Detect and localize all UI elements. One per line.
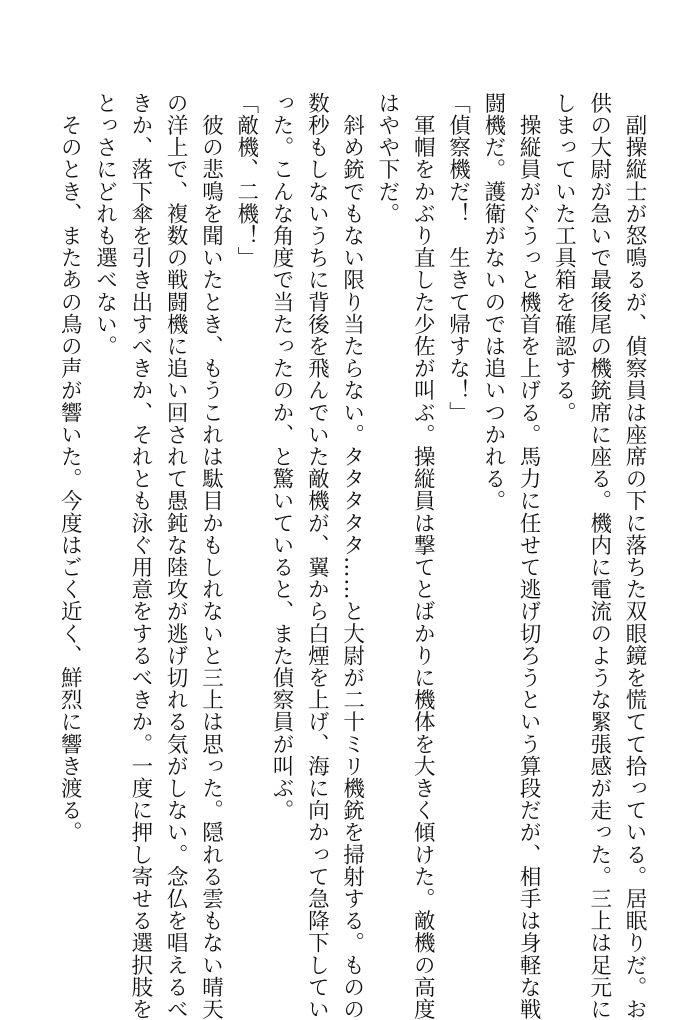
- text-line: 斜め銃でもない限り当たらない。タタタタタ……と大尉が二十ミリ機銃を掃射する。ものの: [339, 92, 365, 1020]
- text-line: 「敵機、二機！」: [233, 92, 259, 269]
- text-line: しまっていた工具箱を確認する。: [551, 92, 577, 424]
- text-line: 供の大尉が急いで最後尾の機銃席に座る。機内に電流のような緊張感が走った。三上は足元に: [586, 92, 612, 1020]
- text-line: 副操縦士が怒鳴るが、偵察員は座席の下に落ちた双眼鏡を慌てて拾っている。居眠りだ。お: [622, 92, 647, 1020]
- text-line: 操縦員がぐうっと機首を上げる。馬力に任せて逃げ切ろうという算段だが、相手は身軽な戦: [516, 92, 542, 1020]
- text-line: そのとき、またあの鳥の声が響いた。今度はごく近く、鮮烈に響き渡る。: [57, 92, 83, 844]
- text-line: 「偵察機だ！ 生きて帰すな！」: [445, 92, 471, 424]
- vertical-text-body: [52, 92, 652, 1020]
- text-line: 彼の悲鳴を聞いたとき、もうこれは駄目かもしれないと三上は思った。隠れる雲もない晴天: [198, 92, 224, 1020]
- text-line: はやや下だ。: [374, 92, 400, 225]
- text-line: の洋上で、複数の戦闘機に追い回されて愚鈍な陸攻が逃げ切れる気がしない。念仏を唱えるべ: [163, 92, 189, 1020]
- text-line: 数秒もしないうちに背後を飛んでいた敵機が、翼から白煙を上げ、海に向かって急降下してい: [304, 92, 330, 1020]
- text-line: 闘機だ。護衛がないのでは追いつかれる。: [480, 92, 506, 512]
- text-line: とっさにどれも選べない。: [92, 92, 118, 358]
- text-line: きか、落下傘を引き出すべきか、それとも泳ぐ用意をするべきか。一度に押し寄せる選択肢を: [127, 92, 153, 1020]
- text-line: った。こんな角度で当たったのか、と驚いていると、また偵察員が叫ぶ。: [269, 92, 295, 822]
- text-line: 軍帽をかぶり直した少佐が叫ぶ。操縦員は撃てとばかりに機体を大きく傾けた。敵機の高度: [410, 92, 436, 1020]
